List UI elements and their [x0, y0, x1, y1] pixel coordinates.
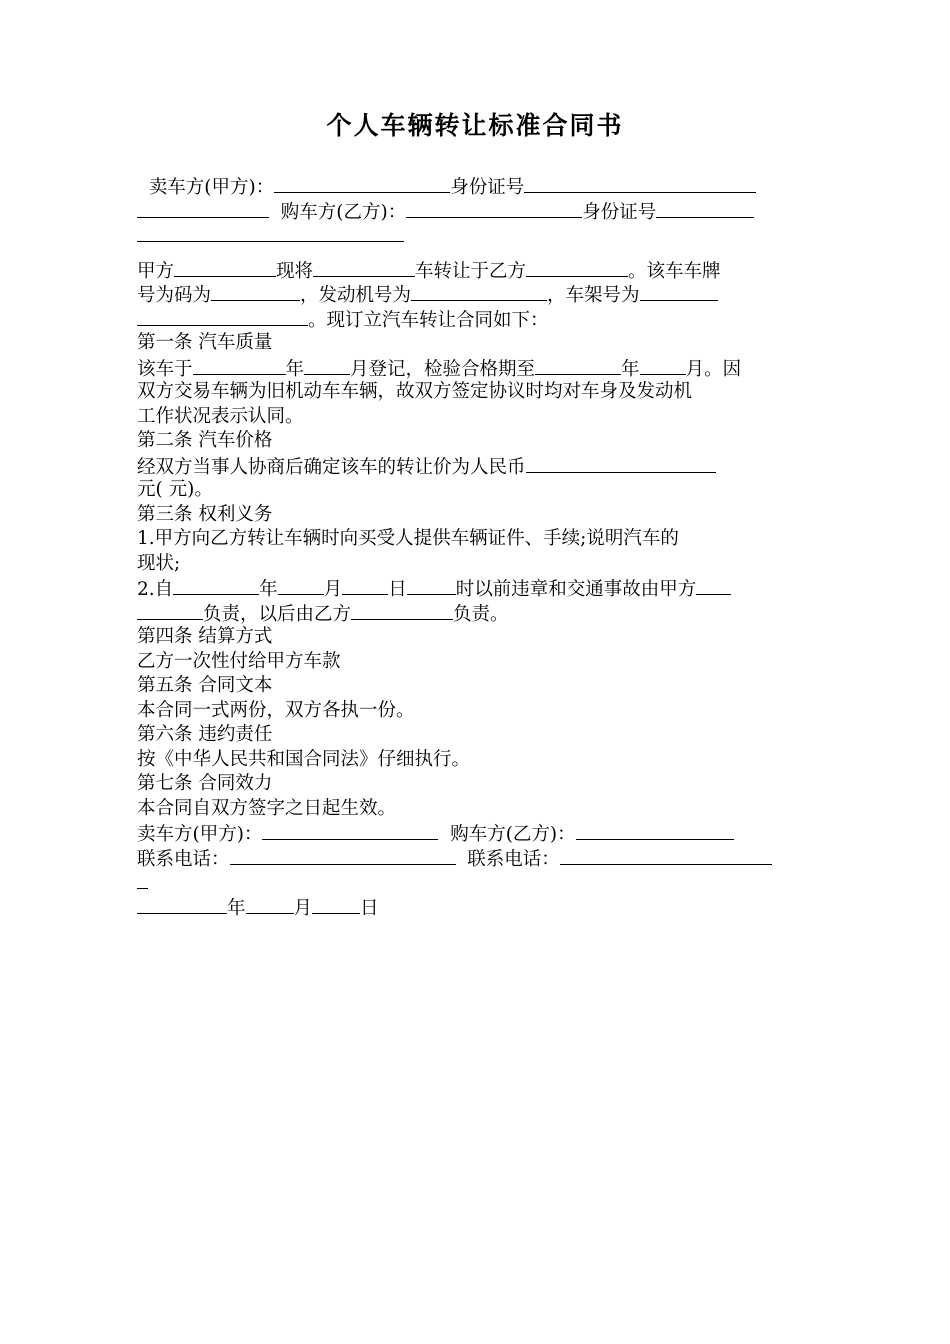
article-2-line-1 [137, 454, 817, 479]
from-hour-blank[interactable] [407, 576, 456, 595]
plate-tail-text: 。该车车牌 [628, 260, 721, 282]
now-text: 现将 [276, 260, 314, 282]
article-1-line-2: 双方交易车辆为旧机动车车辆，故双方签定协议时均对车身及发动机 [137, 381, 693, 402]
signature-line-3 [137, 870, 817, 895]
buyer-id-label: 身份证号 [582, 201, 657, 223]
text: 负责，以后由乙方 [203, 603, 352, 625]
date-month-blank[interactable] [246, 895, 294, 914]
signature-line-2 [137, 846, 817, 871]
from-day-blank[interactable] [342, 576, 388, 595]
contract-intro-text: 。现订立汽车转让合同如下： [308, 309, 549, 331]
text: 时以前违章和交通事故由甲方 [455, 579, 697, 600]
document-title: 个人车辆转让标准合同书 [326, 111, 624, 140]
seller-id-blank[interactable] [524, 174, 756, 193]
article-5-heading: 第五条 合同文本 [137, 675, 273, 696]
text: 年 [259, 579, 278, 600]
seller-phone-label: 联系电话： [137, 848, 230, 870]
text: 经双方当事人协商后确定该车的转让价为人民币 [137, 456, 526, 478]
article-2-heading: 第二条 汽车价格 [137, 430, 273, 451]
buyer-name-blank[interactable] [406, 199, 582, 218]
seller-label: 卖车方(甲方)： [148, 177, 275, 198]
vehicle-blank[interactable] [313, 258, 415, 277]
buyer-label: 购车方(乙方)： [280, 201, 407, 223]
party-a-resp-blank[interactable] [696, 576, 731, 595]
article-3-line-3 [137, 576, 817, 601]
register-year-blank[interactable] [193, 356, 286, 375]
party-a-blank[interactable] [174, 258, 276, 277]
party-a-resp-blank-cont[interactable] [137, 601, 203, 620]
article-1-line-1 [137, 356, 817, 381]
buyer-sign-blank[interactable] [576, 821, 734, 840]
spacer [137, 248, 817, 258]
text: 月 [323, 579, 343, 600]
text: 月登记，检验合格期至 [350, 358, 536, 380]
buyer-phone-blank[interactable] [560, 846, 772, 865]
text: 月 [293, 897, 313, 919]
signature-line-1 [137, 821, 817, 846]
text: 2.自 [137, 579, 174, 600]
from-month-blank[interactable] [278, 576, 324, 595]
intro-line-5 [137, 282, 817, 307]
intro-line-1 [137, 174, 817, 199]
from-year-blank[interactable] [173, 576, 259, 595]
buyer-id-blank-cont[interactable] [137, 223, 404, 242]
article-4-heading: 第四条 结算方式 [137, 626, 273, 647]
inspection-year-blank[interactable] [535, 356, 621, 375]
plate-label: 号为码为 [137, 285, 212, 306]
article-3-line-2: 现状; [137, 552, 181, 574]
text: 月。因 [685, 358, 742, 380]
phone-blank-cont[interactable] [137, 870, 148, 889]
date-line [137, 895, 817, 920]
article-3-heading: 第三条 权利义务 [137, 503, 273, 525]
text: 负责。 [453, 603, 509, 625]
seller-id-label: 身份证号 [450, 177, 525, 198]
article-4-line-1: 乙方一次性付给甲方车款 [137, 650, 341, 672]
text: 年 [285, 358, 305, 380]
engine-blank[interactable] [411, 282, 547, 301]
buyer-sign-label: 购车方(乙方)： [450, 824, 576, 845]
frame-blank[interactable] [640, 282, 718, 301]
article-7-heading: 第七条 合同效力 [137, 773, 273, 794]
buyer-id-blank[interactable] [656, 199, 754, 218]
date-year-blank[interactable] [137, 895, 227, 914]
inspection-month-blank[interactable] [640, 356, 686, 375]
seller-sign-label: 卖车方(甲方)： [137, 824, 263, 845]
frame-blank-cont[interactable] [137, 307, 308, 326]
article-1-heading: 第一条 汽车质量 [137, 332, 273, 353]
article-2-line-2: 元( 元)。 [137, 479, 213, 500]
intro-line-2 [137, 199, 817, 224]
intro-line-3 [137, 223, 817, 248]
seller-sign-blank[interactable] [262, 821, 438, 840]
register-month-blank[interactable] [304, 356, 350, 375]
seller-name-blank[interactable] [274, 174, 450, 193]
text: 日 [388, 579, 407, 600]
article-6-line-1: 按《中华人民共和国合同法》仔细执行。 [137, 748, 471, 770]
article-7-line-1: 本合同自双方签字之日起生效。 [137, 797, 397, 819]
article-3-line-1: 1.甲方向乙方转让车辆时向买受人提供车辆证件、手续;说明汽车的 [137, 528, 679, 549]
article-6-heading: 第六条 违约责任 [137, 724, 273, 745]
text: 年 [227, 897, 246, 919]
article-1-line-3: 工作状况表示认同。 [137, 405, 304, 427]
price-blank[interactable] [526, 454, 716, 473]
seller-id-blank-cont[interactable] [137, 199, 269, 218]
plate-blank[interactable] [211, 282, 300, 301]
seller-phone-blank[interactable] [230, 846, 456, 865]
date-day-blank[interactable] [312, 895, 360, 914]
frame-label: ，车架号为 [547, 285, 640, 306]
contract-body [137, 174, 817, 919]
buyer-phone-label: 联系电话： [467, 848, 560, 870]
intro-line-6 [137, 307, 817, 332]
text: 年 [621, 358, 640, 380]
transfer-text: 车转让于乙方 [415, 260, 527, 282]
party-b-blank[interactable] [526, 258, 628, 277]
intro-line-4 [137, 258, 817, 283]
party-b-resp-blank[interactable] [351, 601, 453, 620]
party-a-label: 甲方 [137, 260, 175, 282]
engine-label: ，发动机号为 [300, 285, 412, 306]
article-3-line-4 [137, 601, 817, 626]
article-5-line-1: 本合同一式两份，双方各执一份。 [137, 699, 415, 721]
text: 该车于 [137, 358, 193, 380]
text: 日 [360, 897, 379, 919]
